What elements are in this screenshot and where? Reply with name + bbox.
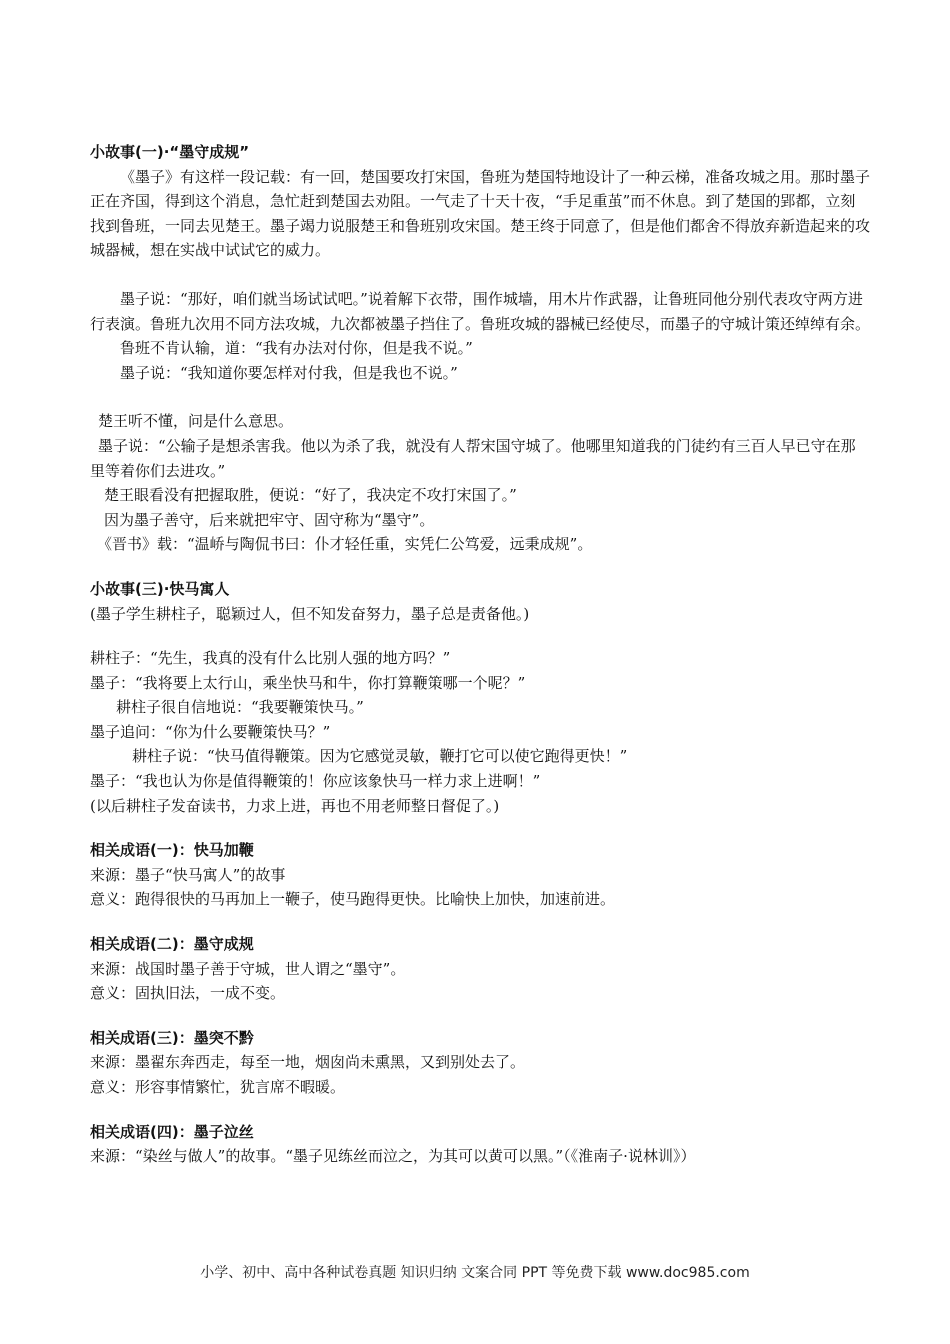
story3-dialogue-2: 墨子：“我将要上太行山，乘坐快马和牛，你打算鞭策哪一个呢？” bbox=[90, 673, 526, 692]
story3-dialogue-6: 墨子：“我也认为你是值得鞭策的！你应该象快马一样力求上进啊！” bbox=[90, 772, 541, 791]
page-footer: 小学、初中、高中各种试卷真题 知识归纳 文案合同 PPT 等免费下载 www.doc985.com bbox=[200, 1265, 750, 1281]
story1-title: 小故事(一)·“墨守成规” bbox=[90, 143, 250, 161]
idiom4-title: 相关成语(四)：墨子泣丝 bbox=[90, 1122, 254, 1141]
story3-dialogue-4: 墨子追问：“你为什么要鞭策快马？” bbox=[90, 722, 331, 741]
story3-intro: (墨子学生耕柱子，聪颖过人，但不知发奋努力，墨子总是责备他。) bbox=[90, 604, 530, 623]
idiom2-source: 来源：战国时墨子善于守城，世人谓之“墨守”。 bbox=[90, 959, 406, 978]
story3-dialogue-1: 耕柱子：“先生，我真的没有什么比别人强的地方吗？” bbox=[90, 649, 451, 668]
document-body bbox=[90, 140, 870, 1169]
idiom1-title: 相关成语(一)：快马加鞭 bbox=[90, 841, 254, 860]
idiom3-source: 来源：墨翟东奔西走，每至一地，烟囱尚未熏黑，又到别处去了。 bbox=[90, 1053, 526, 1072]
story3-dialogue-7: (以后耕柱子发奋读书，力求上进，再也不用老师整日督促了。) bbox=[90, 796, 500, 815]
idiom3-title: 相关成语(三)：墨突不黔 bbox=[90, 1028, 254, 1047]
idiom1-meaning: 意义：跑得很快的马再加上一鞭子，使马跑得更快。比喻快上加快，加速前进。 bbox=[90, 890, 616, 909]
story1-paragraph-5: 楚王听不懂，问是什么意思。 bbox=[98, 412, 294, 431]
story1-paragraph-4: 墨子说：“我知道你要怎样对付我，但是我也不说。” bbox=[120, 363, 458, 382]
idiom1-source: 来源：墨子“快马寓人”的故事 bbox=[90, 865, 286, 884]
story1-paragraph-6: 墨子说：“公输子是想杀害我。他以为杀了我，就没有人帮宋国守城了。他哪里知道我的门徒约有三百人早已守在那里等着你们去进攻。” bbox=[90, 436, 856, 480]
story3-dialogue-5: 耕柱子说：“快马值得鞭策。因为它感觉灵敏，鞭打它可以使它跑得更快！” bbox=[132, 747, 628, 766]
story1-paragraph-2: 墨子说：“那好，咱们就当场试试吧。”说着解下衣带，围作城墙，用木片作武器，让鲁班同他分别代表攻守两方进行表演。鲁班九次用不同方法攻城，九次都被墨子挡住了。鲁班攻城的器械已经使尽，而墨子的守城计策还绰绰有余。 bbox=[90, 289, 871, 333]
story1-paragraph-8: 因为墨子善守，后来就把牢守、固守称为“墨守”。 bbox=[104, 510, 435, 529]
idiom3-meaning: 意义：形容事情繁忙，犹言席不暇暖。 bbox=[90, 1078, 346, 1096]
story3-dialogue-3: 耕柱子很自信地说：“我要鞭策快马。” bbox=[116, 698, 364, 717]
idiom2-meaning: 意义：固执旧法，一成不变。 bbox=[90, 984, 286, 1003]
idiom4-source: 来源：“染丝与做人”的故事。“墨子见练丝而泣之，为其可以黄可以黑。”（《淮南子·说林训》） bbox=[90, 1147, 696, 1166]
idiom2-title: 相关成语(二)：墨守成规 bbox=[90, 935, 254, 954]
story1-paragraph-3: 鲁班不肯认输，道：“我有办法对付你，但是我不说。” bbox=[120, 339, 473, 358]
story1-paragraph-7: 楚王眼看没有把握取胜，便说：“好了，我决定不攻打宋国了。” bbox=[104, 486, 517, 505]
story1-paragraph-9: 《晋书》载：“温峤与陶侃书曰：仆才轻任重，实凭仁公笃爱，远秉成规”。 bbox=[97, 535, 593, 554]
story3-title: 小故事(三)·快马寓人 bbox=[90, 579, 230, 598]
story1-paragraph-1: 《墨子》有这样一段记载：有一回，楚国要攻打宋国，鲁班为楚国特地设计了一种云梯，准备攻城之用。那时墨子正在齐国，得到这个消息，急忙赶到楚国去劝阻。一气走了十天十夜，“手足重茧”而不休息。到了楚国的郢都，立刻找到鲁班，一同去见楚王。墨子竭力说服楚王和鲁班别攻宋国。楚王终于同意了，但是他们都舍不得放弃新造起来的攻城器械，想在实战中试试它的威力。 bbox=[90, 167, 871, 260]
